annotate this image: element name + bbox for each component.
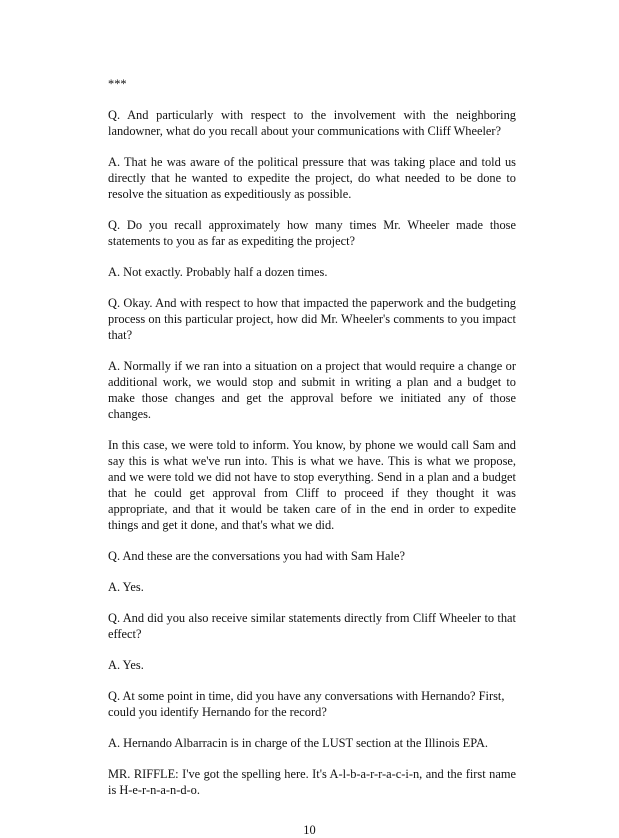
answer-paragraph: A. That he was aware of the political pressure that was taking place and told us directly that he wanted to expedite the project, do what needed to be done to resolve the situation as expeditiously as possible. bbox=[108, 155, 516, 201]
answer-continuation-paragraph: In this case, we were told to inform. You know, by phone we would call Sam and say this is what we've run into. This is what we have. This is what we propose, and we were told we did not have to stop everything. Send in a plan and a budget that he could get approval from Cliff to proceed if they thought it was appropriate, and that it would be taken care of in the end in order to expedite things and get it done, and that's what we did. bbox=[108, 438, 516, 532]
question-paragraph: Q. And these are the conversations you had with Sam Hale? bbox=[108, 549, 405, 563]
question-paragraph: Q. And did you also receive similar statements directly from Cliff Wheeler to that effect? bbox=[108, 611, 516, 641]
question-paragraph: Q. And particularly with respect to the involvement with the neighboring landowner, what do you recall about your communications with Cliff Wheeler? bbox=[108, 108, 516, 138]
answer-paragraph: A. Normally if we ran into a situation on a project that would require a change or additional work, we would stop and submit in writing a plan and a budget to make those changes and get the approval before we initiated any of those changes. bbox=[108, 359, 516, 421]
question-paragraph: Q. Do you recall approximately how many times Mr. Wheeler made those statements to you as far as expediting the project? bbox=[108, 218, 516, 248]
section-separator: *** bbox=[108, 77, 127, 91]
answer-paragraph: A. Yes. bbox=[108, 658, 144, 672]
question-paragraph: Q. Okay. And with respect to how that impacted the paperwork and the budgeting process on this particular project, how did Mr. Wheeler's comments to you impact that? bbox=[108, 296, 516, 342]
answer-paragraph: A. Not exactly. Probably half a dozen times. bbox=[108, 265, 328, 279]
question-paragraph: Q. At some point in time, did you have any conversations with Hernando? First, could you identify Hernando for the record? bbox=[108, 689, 505, 719]
answer-paragraph: A. Hernando Albarracin is in charge of the LUST section at the Illinois EPA. bbox=[108, 736, 489, 750]
answer-paragraph: A. Yes. bbox=[108, 580, 144, 594]
statement-paragraph: MR. RIFFLE: I've got the spelling here. It's A-l-b-a-r-r-a-c-i-n, and the first name is H-e-r-n-a-n-d-o. bbox=[108, 767, 516, 797]
page-number: 10 bbox=[303, 823, 316, 837]
